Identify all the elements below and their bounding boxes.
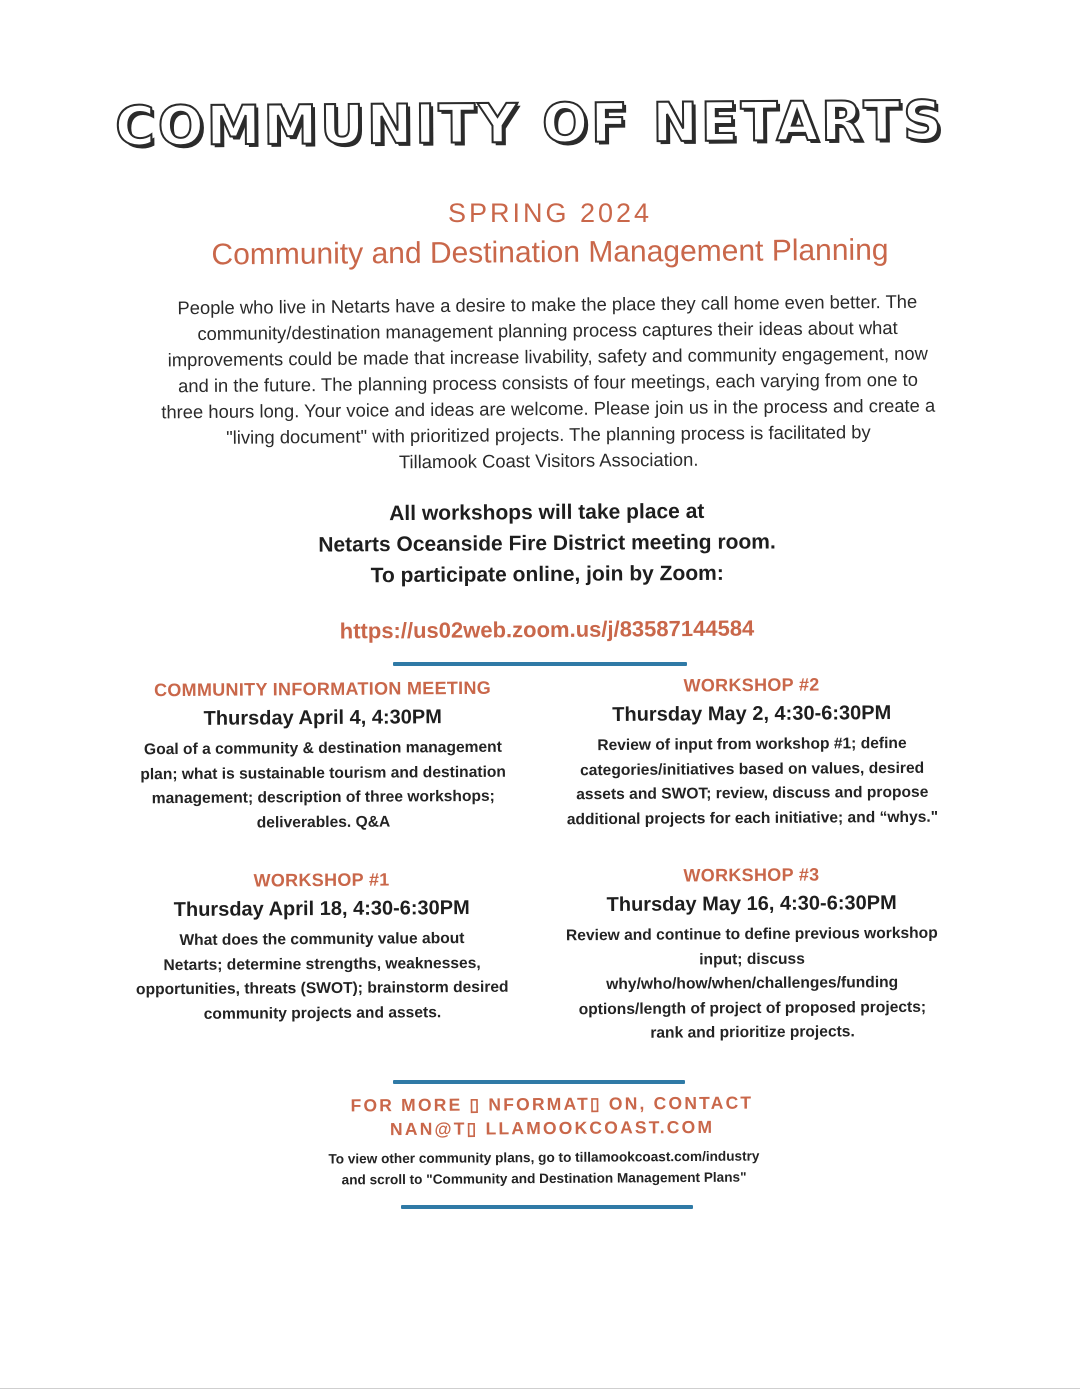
venue-line: To participate online, join by Zoom: [370, 561, 724, 588]
contact-line: FOR MORE ▯ NFORMAT▯ ON, CONTACT [350, 1092, 754, 1116]
event-desc-line: management; description of three workshops; [151, 787, 495, 808]
event-heading: COMMUNITY INFORMATION MEETING [153, 677, 492, 701]
event-desc-line: deliverables. Q&A [256, 813, 391, 831]
event-date: Thursday May 2, 4:30-6:30PM [612, 702, 892, 726]
event-desc-line: categories/initiatives based on values, desired [580, 759, 925, 779]
community-information-meeting [115, 676, 530, 837]
event-description [546, 732, 959, 833]
intro-line: three hours long. Your voice and ideas are welcome. Please join us in the process and create a [161, 394, 936, 423]
workshop-2 [545, 672, 958, 833]
event-description [116, 736, 531, 837]
venue-line: Netarts Oceanside Fire District meeting room. [318, 530, 776, 557]
event-description [546, 922, 959, 1047]
event-desc-line: input; discuss [699, 950, 805, 968]
event-desc-line: plan; what is sustainable tourism and destination [140, 763, 506, 783]
divider-rule [393, 1080, 685, 1084]
event-desc-line: why/who/how/when/challenges/funding [606, 973, 899, 994]
event-description [110, 927, 535, 1028]
event-desc-line: What does the community value about [179, 930, 465, 949]
intro-line: community/destination management planning process captures their ideas about what [197, 316, 898, 345]
season-heading: SPRING 2024 [447, 198, 653, 228]
event-date: Thursday April 18, 4:30-6:30PM [173, 896, 470, 922]
flyer-title: COMMUNITY OF NETARTS [114, 89, 946, 158]
workshop-3 [545, 862, 958, 1047]
event-desc-line: assets and SWOT; review, discuss and propose [576, 783, 929, 804]
event-desc-line: Review of input from workshop #1; define [597, 734, 907, 755]
intro-line: People who live in Netarts have a desire to make the place they call home even better. The [177, 290, 918, 319]
more-plans-note [0, 1143, 1080, 1193]
event-heading: WORKSHOP #1 [253, 869, 390, 891]
event-desc-line: Goal of a community & destination management [143, 738, 502, 759]
divider-rule [401, 1205, 693, 1209]
venue-info [0, 493, 1080, 594]
event-desc-line: community projects and assets. [203, 1003, 442, 1023]
intro-line: Tillamook Coast Visitors Association. [398, 448, 699, 473]
venue-line: All workshops will take place at [389, 499, 705, 526]
intro-paragraph [137, 288, 959, 477]
intro-line: "living document" with prioritized projects. The planning process is facilitated by [226, 421, 871, 448]
event-heading: WORKSHOP #3 [683, 864, 820, 886]
event-date: Thursday May 16, 4:30-6:30PM [606, 891, 897, 917]
event-desc-line: opportunities, threats (SWOT); brainstorm desired [135, 978, 509, 999]
zoom-link[interactable]: https://us02web.zoom.us/j/83587144584 [339, 615, 755, 644]
event-desc-line: options/length of project of proposed projects; [578, 998, 927, 1018]
event-desc-line: Netarts; determine strengths, weaknesses, [163, 954, 481, 974]
intro-line: and in the future. The planning process consists of four meetings, each varying from one to [178, 368, 918, 397]
event-desc-line: rank and prioritize projects. [650, 1023, 855, 1042]
event-desc-line: Review and continue to define previous workshop [565, 924, 938, 945]
contact-info [0, 1088, 1080, 1144]
event-desc-line: additional projects for each initiative; and “whys." [566, 808, 939, 828]
intro-line: improvements could be made that increase livability, safety and community engagement, now [167, 342, 928, 371]
event-date: Thursday April 4, 4:30PM [203, 706, 442, 730]
contact-email[interactable]: NAN@T▯ LLAMOOKCOAST.COM [389, 1116, 715, 1140]
event-heading: WORKSHOP #2 [683, 674, 820, 696]
flyer-subtitle: Community and Destination Management Planning [211, 233, 889, 272]
workshop-1 [109, 867, 534, 1028]
divider-rule [393, 662, 687, 666]
scan-edge-line [0, 1388, 1080, 1389]
more-plans-line: and scroll to "Community and Destination Management Plans" [341, 1169, 747, 1188]
more-plans-line: To view other community plans, go to tillamookcoast.com/industry [328, 1148, 760, 1167]
